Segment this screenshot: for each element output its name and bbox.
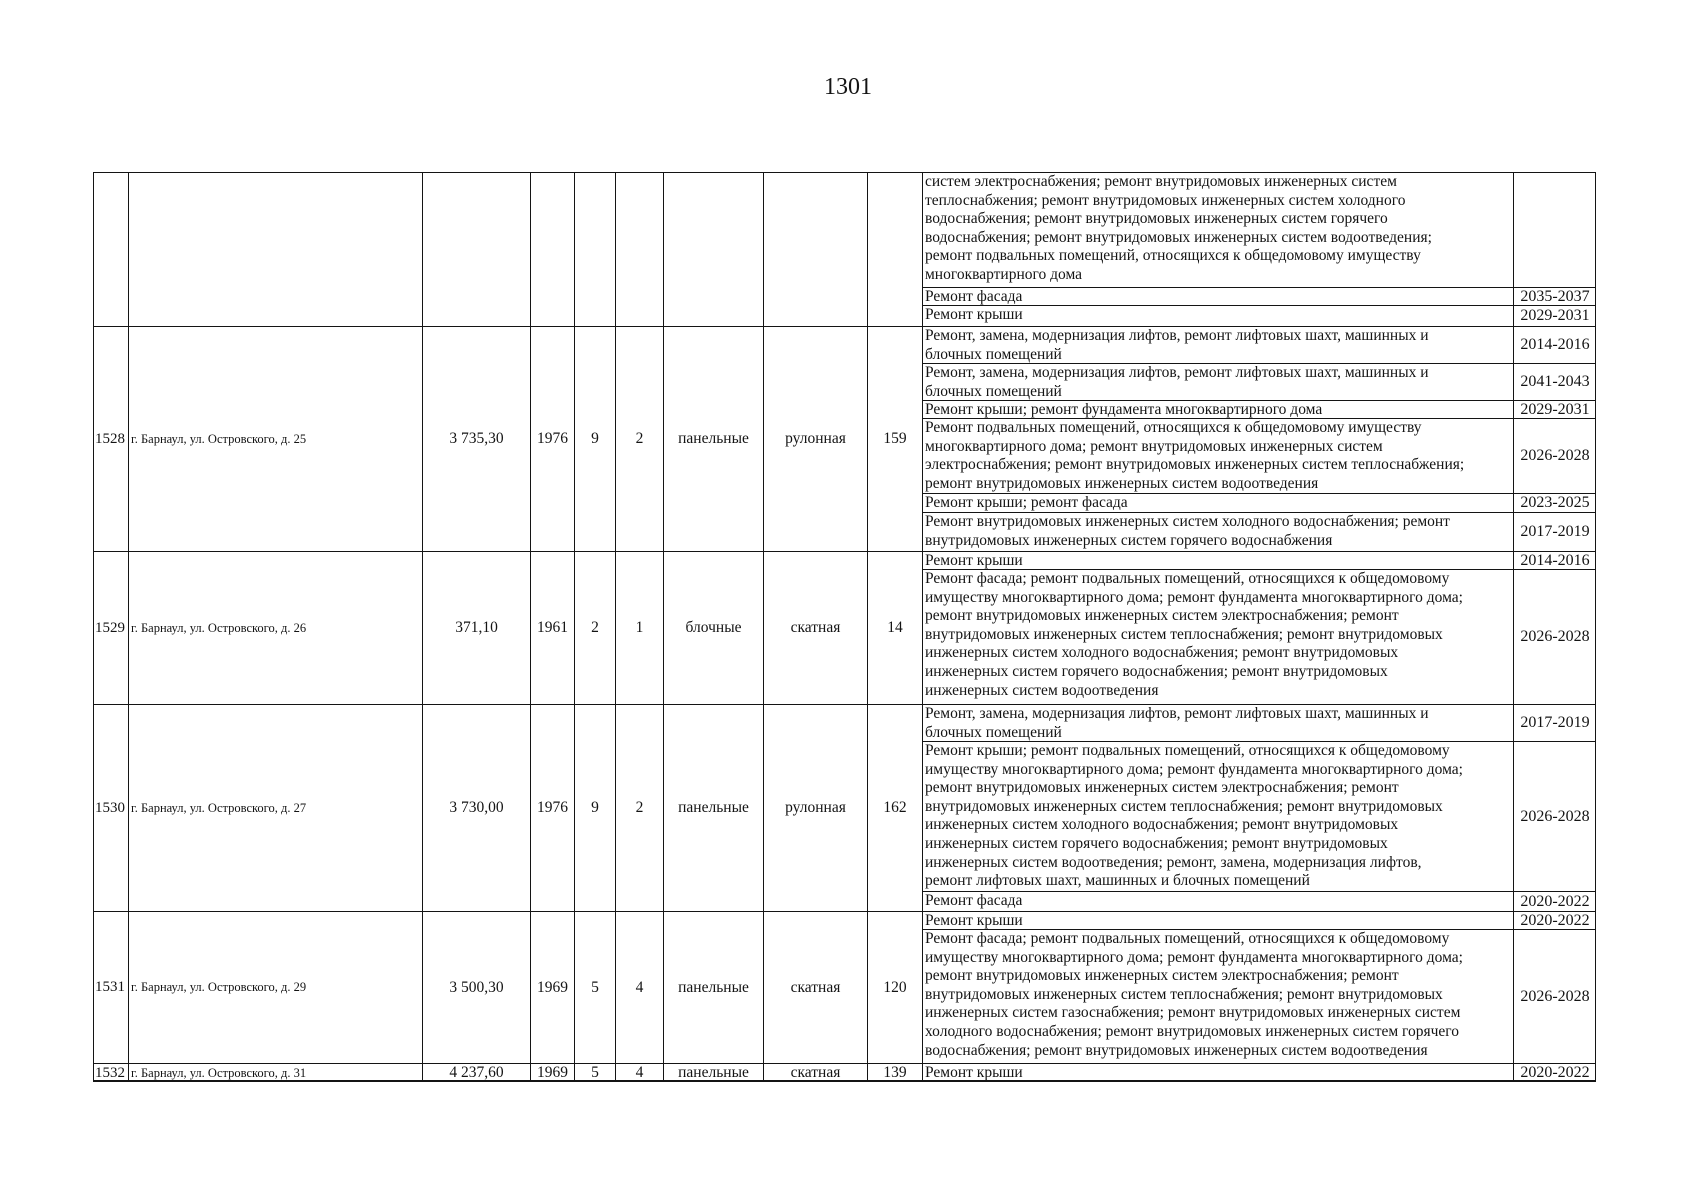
work-cell: Ремонт крыши; ремонт фундамента многоквартирного дома [922,400,1513,418]
count-cell [867,172,922,326]
entrances-cell: 2 [615,704,663,911]
period-cell: 2026-2028 [1513,418,1596,493]
address-cell [128,172,422,326]
address-cell: г. Барнаул, ул. Островского, д. 31 [128,1063,422,1082]
address-cell: г. Барнаул, ул. Островского, д. 29 [128,911,422,1063]
year-cell: 1969 [530,911,574,1063]
period-cell: 2023-2025 [1513,493,1596,512]
work-cell: Ремонт крыши [922,911,1513,929]
area-cell: 3 735,30 [422,326,530,551]
period-cell: 2026-2028 [1513,741,1596,891]
entrances-cell: 4 [615,1063,663,1082]
period-cell: 2029-2031 [1513,305,1596,326]
wall-material-cell: блочные [663,551,763,704]
area-cell: 3 500,30 [422,911,530,1063]
roof-type-cell: скатная [763,911,867,1063]
floors-cell [574,172,615,326]
area-cell: 371,10 [422,551,530,704]
row-number-cell: 1529 [93,551,128,704]
address-cell: г. Барнаул, ул. Островского, д. 25 [128,326,422,551]
year-cell: 1961 [530,551,574,704]
wall-material-cell: панельные [663,704,763,911]
period-cell: 2026-2028 [1513,929,1596,1063]
work-cell: Ремонт крыши [922,305,1513,326]
address-cell: г. Барнаул, ул. Островского, д. 27 [128,704,422,911]
area-cell: 4 237,60 [422,1063,530,1082]
row-number-cell: 1532 [93,1063,128,1082]
work-cell: Ремонт крыши; ремонт подвальных помещений, относящихся к общедомовому имуществу многоквартирного дома; ремонт фундамента многоквартирного дома; ремонт внутридомовых инженерных систем электроснабжения; ремонт внутридомовых инженерных систем теплоснабжения; ремонт внутридомовых инженерных систем холодного водоснабжения; ремонт внутридомовых инженерных систем горячего водоснабжения; ремонт внутридомовых инженерных систем водоотведения; ремонт, замена, модернизация лифтов, ремонт лифтовых шахт, машинных и блочных помещений [922,741,1513,891]
area-cell [422,172,530,326]
period-cell [1513,172,1596,287]
wall-material-cell: панельные [663,1063,763,1082]
work-cell: Ремонт крыши [922,1063,1513,1082]
row-number-cell [93,172,128,326]
roof-type-cell: рулонная [763,704,867,911]
year-cell: 1969 [530,1063,574,1082]
period-cell: 2020-2022 [1513,911,1596,929]
work-cell: Ремонт внутридомовых инженерных систем холодного водоснабжения; ремонт внутридомовых инженерных систем горячего водоснабжения [922,512,1513,551]
period-cell: 2020-2022 [1513,1063,1596,1082]
floors-cell: 9 [574,326,615,551]
year-cell: 1976 [530,326,574,551]
entrances-cell [615,172,663,326]
wall-material-cell: панельные [663,326,763,551]
year-cell: 1976 [530,704,574,911]
period-cell: 2017-2019 [1513,512,1596,551]
period-cell: 2017-2019 [1513,704,1596,741]
work-cell: Ремонт крыши; ремонт фасада [922,493,1513,512]
period-cell: 2020-2022 [1513,891,1596,911]
period-cell: 2026-2028 [1513,569,1596,704]
count-cell: 162 [867,704,922,911]
period-cell: 2035-2037 [1513,287,1596,305]
work-cell: Ремонт фасада; ремонт подвальных помещений, относящихся к общедомовому имуществу многоквартирного дома; ремонт фундамента многоквартирного дома; ремонт внутридомовых инженерных систем электроснабжения; ремонт внутридомовых инженерных систем теплоснабжения; ремонт внутридомовых инженерных систем газоснабжения; ремонт внутридомовых инженерных систем холодного водоснабжения; ремонт внутридомовых инженерных систем горячего водоснабжения; ремонт внутридомовых инженерных систем водоотведения [922,929,1513,1063]
floors-cell: 9 [574,704,615,911]
page-number: 1301 [824,74,872,100]
row-number-cell: 1528 [93,326,128,551]
entrances-cell: 4 [615,911,663,1063]
roof-type-cell: скатная [763,551,867,704]
row-number-cell: 1531 [93,911,128,1063]
row-number-cell: 1530 [93,704,128,911]
work-cell: Ремонт фасада; ремонт подвальных помещений, относящихся к общедомовому имуществу многоквартирного дома; ремонт фундамента многоквартирного дома; ремонт внутридомовых инженерных систем электроснабжения; ремонт внутридомовых инженерных систем теплоснабжения; ремонт внутридомовых инженерных систем холодного водоснабжения; ремонт внутридомовых инженерных систем горячего водоснабжения; ремонт внутридомовых инженерных систем водоотведения [922,569,1513,704]
roof-type-cell: рулонная [763,326,867,551]
area-cell: 3 730,00 [422,704,530,911]
wall-material-cell: панельные [663,911,763,1063]
work-cell: Ремонт крыши [922,551,1513,569]
period-cell: 2014-2016 [1513,326,1596,363]
period-cell: 2041-2043 [1513,363,1596,400]
work-cell: Ремонт фасада [922,891,1513,911]
floors-cell: 5 [574,911,615,1063]
floors-cell: 2 [574,551,615,704]
roof-type-cell [763,172,867,326]
address-cell: г. Барнаул, ул. Островского, д. 26 [128,551,422,704]
work-cell: Ремонт, замена, модернизация лифтов, ремонт лифтовых шахт, машинных и блочных помещений [922,326,1513,363]
roof-type-cell: скатная [763,1063,867,1082]
count-cell: 120 [867,911,922,1063]
wall-material-cell [663,172,763,326]
entrances-cell: 2 [615,326,663,551]
work-cell: Ремонт, замена, модернизация лифтов, ремонт лифтовых шахт, машинных и блочных помещений [922,363,1513,400]
count-cell: 139 [867,1063,922,1082]
year-cell [530,172,574,326]
work-cell: Ремонт фасада [922,287,1513,305]
work-cell: систем электроснабжения; ремонт внутридомовых инженерных систем теплоснабжения; ремонт внутридомовых инженерных систем холодного водоснабжения; ремонт внутридомовых инженерных систем горячего водоснабжения; ремонт внутридомовых инженерных систем водоотведения; ремонт подвальных помещений, относящихся к общедомовому имуществу многоквартирного дома [922,172,1513,287]
work-cell: Ремонт подвальных помещений, относящихся к общедомовому имуществу многоквартирного дома; ремонт внутридомовых инженерных систем электроснабжения; ремонт внутридомовых инженерных систем теплоснабжения; ремонт внутридомовых инженерных систем водоотведения [922,418,1513,493]
floors-cell: 5 [574,1063,615,1082]
count-cell: 159 [867,326,922,551]
period-cell: 2029-2031 [1513,400,1596,418]
period-cell: 2014-2016 [1513,551,1596,569]
count-cell: 14 [867,551,922,704]
work-cell: Ремонт, замена, модернизация лифтов, ремонт лифтовых шахт, машинных и блочных помещений [922,704,1513,741]
entrances-cell: 1 [615,551,663,704]
